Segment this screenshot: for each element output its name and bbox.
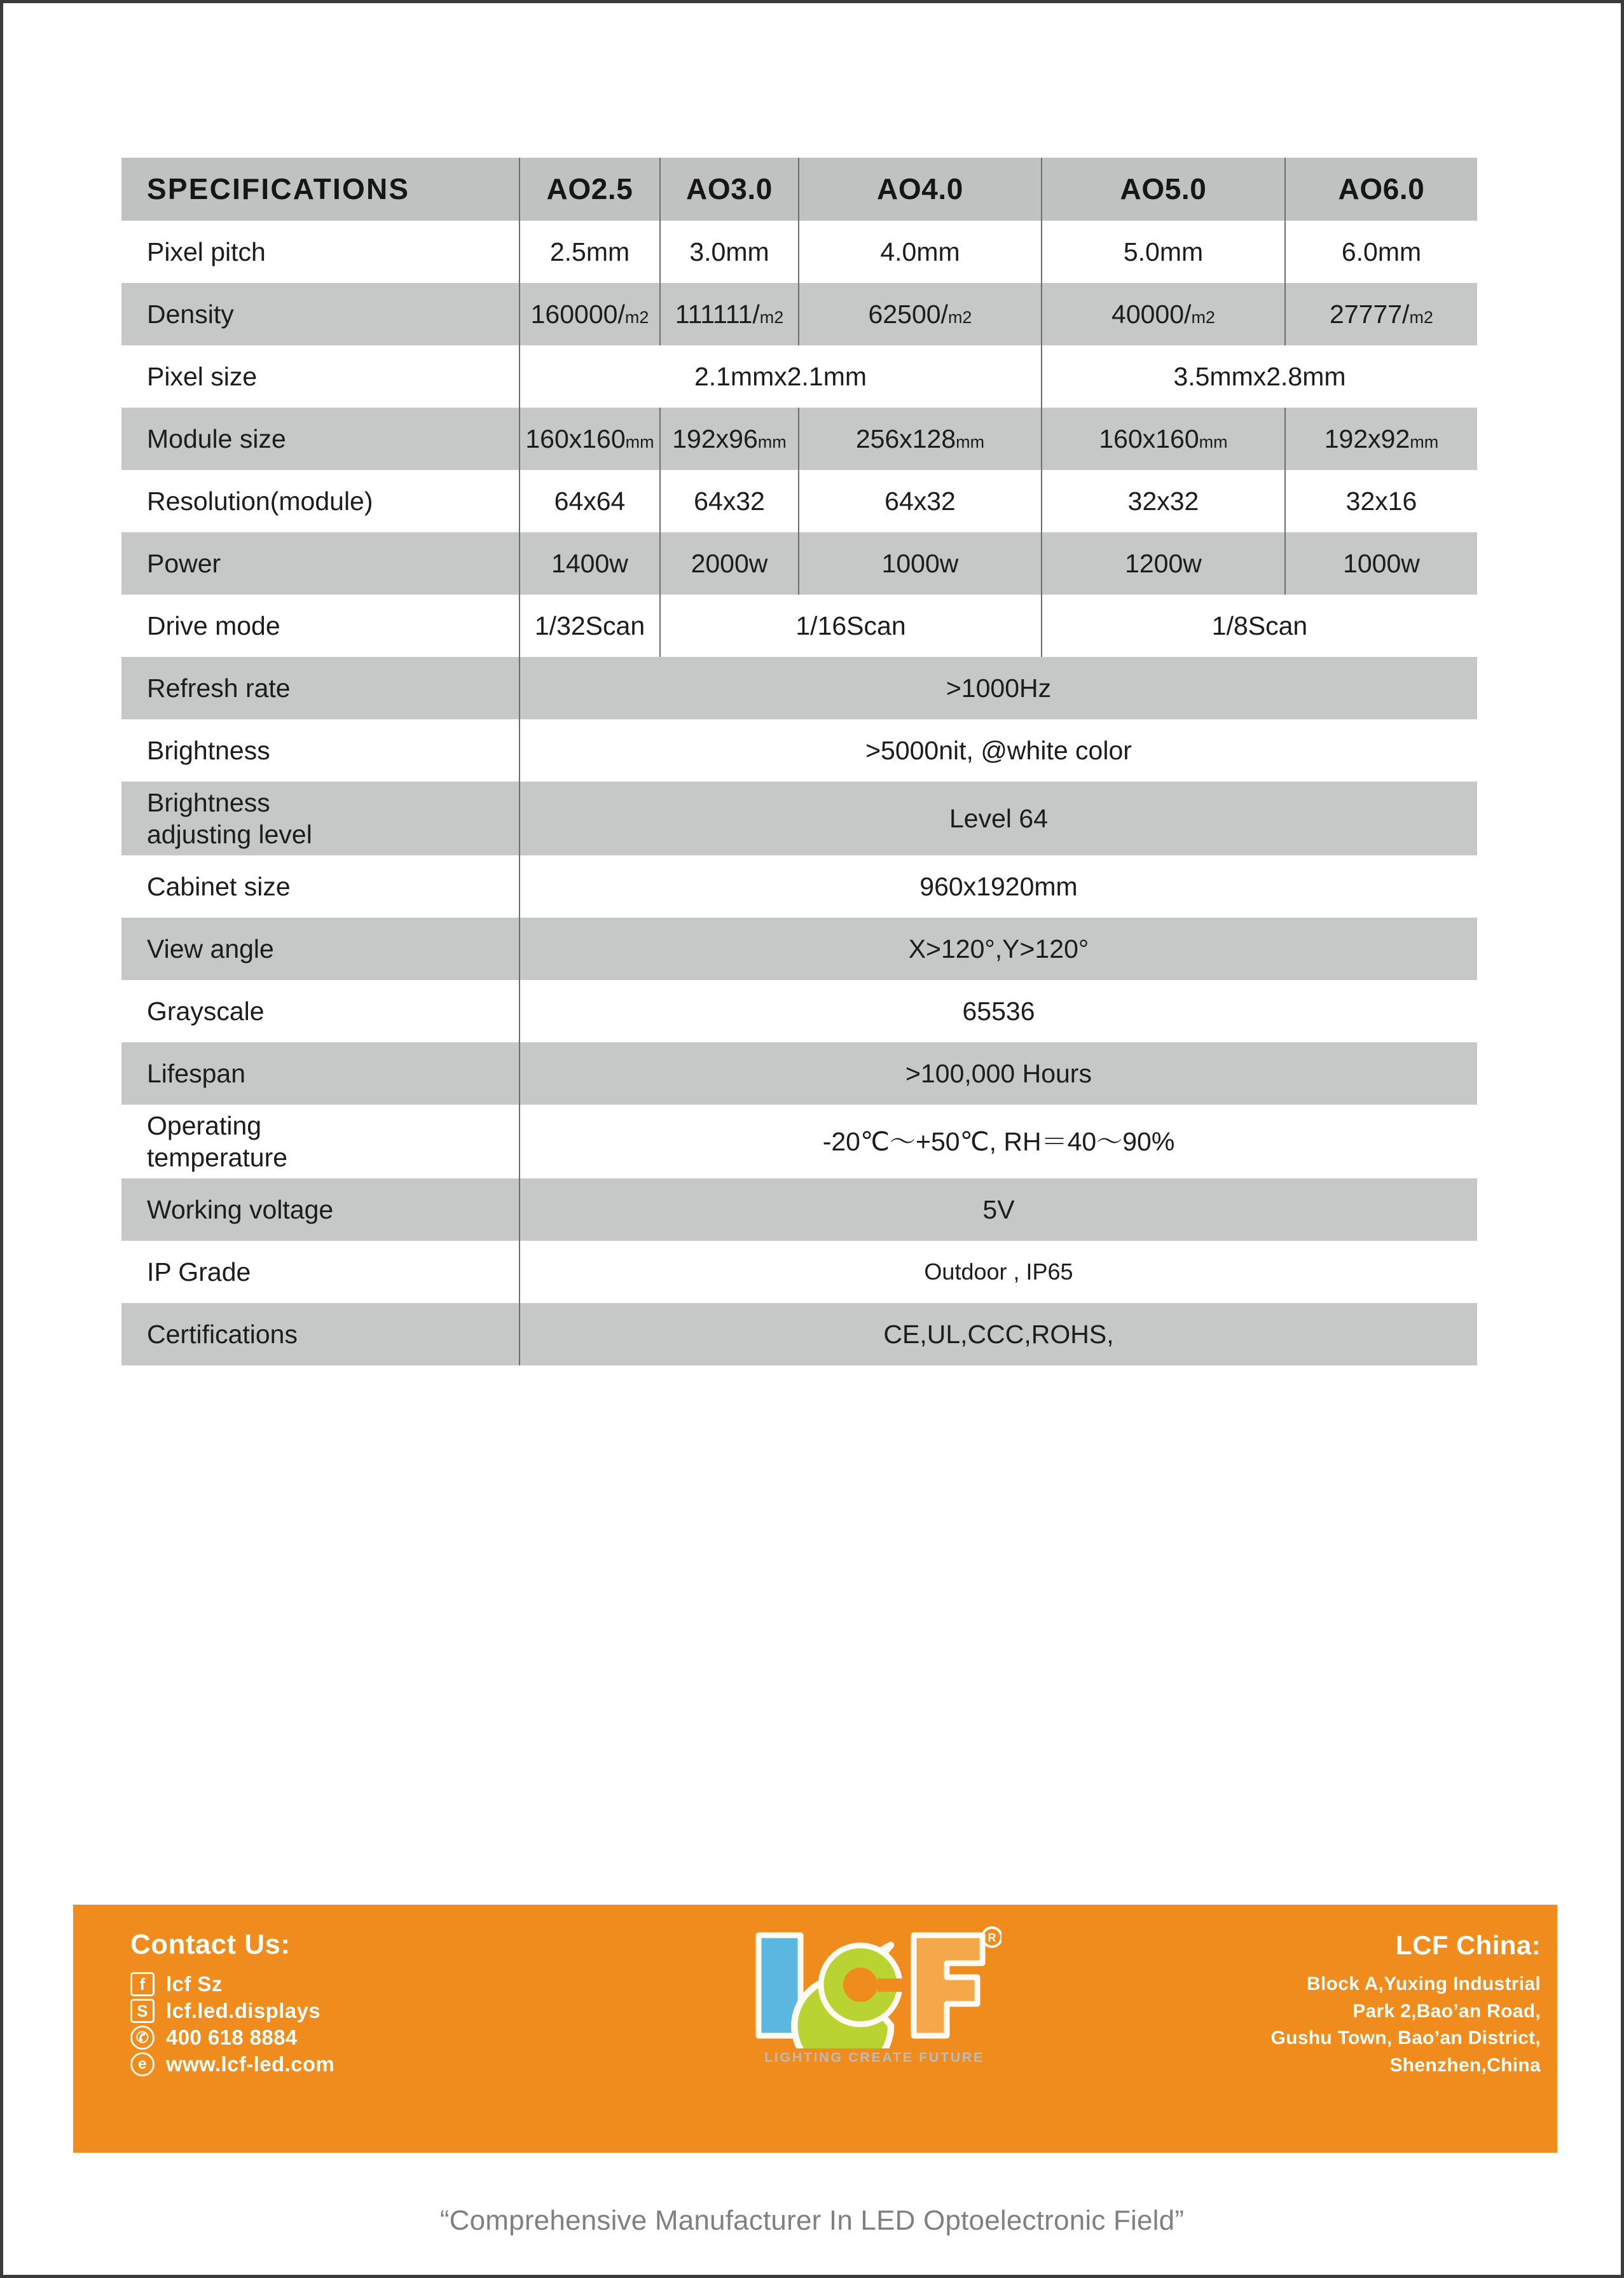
table-row bbox=[121, 980, 1477, 1042]
row-label-view-angle: View angle bbox=[121, 918, 520, 980]
row-label-certifications: Certifications bbox=[121, 1303, 520, 1365]
cell-power-0: 1400w bbox=[520, 532, 660, 595]
row-label-cabinet-size: Cabinet size bbox=[121, 855, 520, 918]
cell-operating-temperature: -20℃～+50℃, RH＝40～90% bbox=[520, 1105, 1477, 1178]
footer-band bbox=[73, 1905, 1557, 2153]
cell-density-3: 40000/m2 bbox=[1042, 283, 1285, 345]
lcf-logo-tagline: LIGHTING CREATE FUTURE bbox=[764, 2050, 984, 2065]
cell-resolution-0: 64x64 bbox=[520, 470, 660, 532]
cell-resolution-3: 32x32 bbox=[1042, 470, 1285, 532]
row-label-pixel-pitch: Pixel pitch bbox=[121, 221, 520, 283]
row-label-density: Density bbox=[121, 283, 520, 345]
lcf-logo-icon bbox=[747, 1921, 1001, 2048]
contact-website[interactable] bbox=[130, 2052, 537, 2076]
row-label-working-voltage: Working voltage bbox=[121, 1178, 520, 1241]
table-row bbox=[121, 719, 1477, 782]
table-row bbox=[121, 1042, 1477, 1105]
cell-density-1: 111111/m2 bbox=[660, 283, 799, 345]
address-line-4: Shenzhen,China bbox=[1389, 2054, 1541, 2076]
address-title: LCF China: bbox=[1396, 1930, 1541, 1960]
contact-title: Contact Us: bbox=[130, 1929, 291, 1960]
table-row bbox=[121, 657, 1477, 719]
cell-power-3: 1200w bbox=[1042, 532, 1285, 595]
contact-section bbox=[130, 1929, 537, 2079]
header-ao60: AO6.0 bbox=[1285, 158, 1477, 221]
row-label-power: Power bbox=[121, 532, 520, 595]
page-tagline: “Comprehensive Manufacturer In LED Optoelectronic Field” bbox=[439, 2205, 1185, 2236]
table-row bbox=[121, 918, 1477, 980]
cell-module-size-3: 160x160mm bbox=[1042, 408, 1285, 470]
row-label-pixel-size: Pixel size bbox=[121, 345, 520, 408]
contact-website-label: www.lcf-led.com bbox=[166, 2052, 335, 2076]
cell-module-size-2: 256x128mm bbox=[799, 408, 1042, 470]
cell-refresh-rate: >1000Hz bbox=[520, 657, 1477, 719]
table-row bbox=[121, 408, 1477, 470]
specifications-table bbox=[121, 158, 1477, 1365]
cell-cabinet-size: 960x1920mm bbox=[520, 855, 1477, 918]
cell-resolution-1: 64x32 bbox=[660, 470, 799, 532]
table-row bbox=[121, 221, 1477, 283]
facebook-icon: f bbox=[130, 1972, 155, 1996]
cell-density-0: 160000/m2 bbox=[520, 283, 660, 345]
cell-density-2: 62500/m2 bbox=[799, 283, 1042, 345]
cell-power-2: 1000w bbox=[799, 532, 1042, 595]
cell-resolution-2: 64x32 bbox=[799, 470, 1042, 532]
contact-skype-label: lcf.led.displays bbox=[166, 1999, 320, 2022]
table-row bbox=[121, 283, 1477, 345]
address-line-2: Park 2,Bao’an Road, bbox=[1352, 2000, 1541, 2022]
table-row bbox=[121, 1241, 1477, 1303]
lcf-logo bbox=[741, 1921, 1008, 2125]
header-ao40: AO4.0 bbox=[799, 158, 1042, 221]
cell-pixel-pitch-4: 6.0mm bbox=[1285, 221, 1477, 283]
web-icon: e bbox=[130, 2052, 155, 2076]
cell-drive-mode-2: 1/8Scan bbox=[1042, 595, 1477, 657]
cell-certifications: CE,UL,CCC,ROHS, bbox=[520, 1303, 1477, 1365]
contact-facebook-label: lcf Sz bbox=[166, 1972, 223, 1996]
cell-brightness-adjusting-level: Level 64 bbox=[520, 782, 1477, 855]
cell-power-4: 1000w bbox=[1285, 532, 1477, 595]
row-label-operating-temperature: Operating temperature bbox=[121, 1105, 520, 1178]
cell-pixel-pitch-3: 5.0mm bbox=[1042, 221, 1285, 283]
cell-drive-mode-0: 1/32Scan bbox=[520, 595, 660, 657]
cell-resolution-4: 32x16 bbox=[1285, 470, 1477, 532]
cell-brightness: >5000nit, @white color bbox=[520, 719, 1477, 782]
row-label-resolution: Resolution(module) bbox=[121, 470, 520, 532]
row-label-lifespan: Lifespan bbox=[121, 1042, 520, 1105]
cell-pixel-pitch-1: 3.0mm bbox=[660, 221, 799, 283]
contact-facebook[interactable] bbox=[130, 1972, 537, 1996]
cell-working-voltage: 5V bbox=[520, 1178, 1477, 1241]
cell-pixel-pitch-0: 2.5mm bbox=[520, 221, 660, 283]
cell-module-size-1: 192x96mm bbox=[660, 408, 799, 470]
cell-module-size-4: 192x92mm bbox=[1285, 408, 1477, 470]
table-header-row bbox=[121, 158, 1477, 221]
table-row bbox=[121, 1303, 1477, 1365]
contact-phone[interactable] bbox=[130, 2026, 537, 2050]
table-row bbox=[121, 1178, 1477, 1241]
header-specifications: SPECIFICATIONS bbox=[121, 158, 520, 221]
header-ao25: AO2.5 bbox=[520, 158, 660, 221]
cell-lifespan: >100,000 Hours bbox=[520, 1042, 1477, 1105]
row-label-drive-mode: Drive mode bbox=[121, 595, 520, 657]
cell-view-angle: X>120°,Y>120° bbox=[520, 918, 1477, 980]
contact-phone-label: 400 618 8884 bbox=[166, 2026, 298, 2049]
cell-ip-grade: Outdoor , IP65 bbox=[520, 1241, 1477, 1303]
row-label-refresh-rate: Refresh rate bbox=[121, 657, 520, 719]
cell-power-1: 2000w bbox=[660, 532, 799, 595]
table-row bbox=[121, 855, 1477, 918]
address-line-3: Gushu Town, Bao’an District, bbox=[1270, 2027, 1541, 2049]
cell-density-4: 27777/m2 bbox=[1285, 283, 1477, 345]
row-label-grayscale: Grayscale bbox=[121, 980, 520, 1042]
cell-grayscale: 65536 bbox=[520, 980, 1477, 1042]
address-section bbox=[1045, 1930, 1541, 2079]
table-row bbox=[121, 595, 1477, 657]
phone-icon: ✆ bbox=[130, 2026, 155, 2050]
header-ao50: AO5.0 bbox=[1042, 158, 1285, 221]
row-label-brightness: Brightness bbox=[121, 719, 520, 782]
cell-module-size-0: 160x160mm bbox=[520, 408, 660, 470]
table-row bbox=[121, 470, 1477, 532]
skype-icon: S bbox=[130, 1999, 155, 2023]
row-label-brightness-adjusting-level: Brightness adjusting level bbox=[121, 782, 520, 855]
row-label-module-size: Module size bbox=[121, 408, 520, 470]
address-line-1: Block A,Yuxing Industrial bbox=[1306, 1973, 1541, 1994]
contact-skype[interactable] bbox=[130, 1999, 537, 2023]
header-ao30: AO3.0 bbox=[660, 158, 799, 221]
row-label-ip-grade: IP Grade bbox=[121, 1241, 520, 1303]
svg-text:R: R bbox=[987, 1931, 996, 1944]
table-row bbox=[121, 345, 1477, 408]
table-row bbox=[121, 532, 1477, 595]
table-row bbox=[121, 1105, 1477, 1178]
cell-pixel-pitch-2: 4.0mm bbox=[799, 221, 1042, 283]
cell-drive-mode-1: 1/16Scan bbox=[660, 595, 1042, 657]
cell-pixel-size-group-a: 2.1mmx2.1mm bbox=[520, 345, 1042, 408]
cell-pixel-size-group-b: 3.5mmx2.8mm bbox=[1042, 345, 1477, 408]
table-row bbox=[121, 782, 1477, 855]
